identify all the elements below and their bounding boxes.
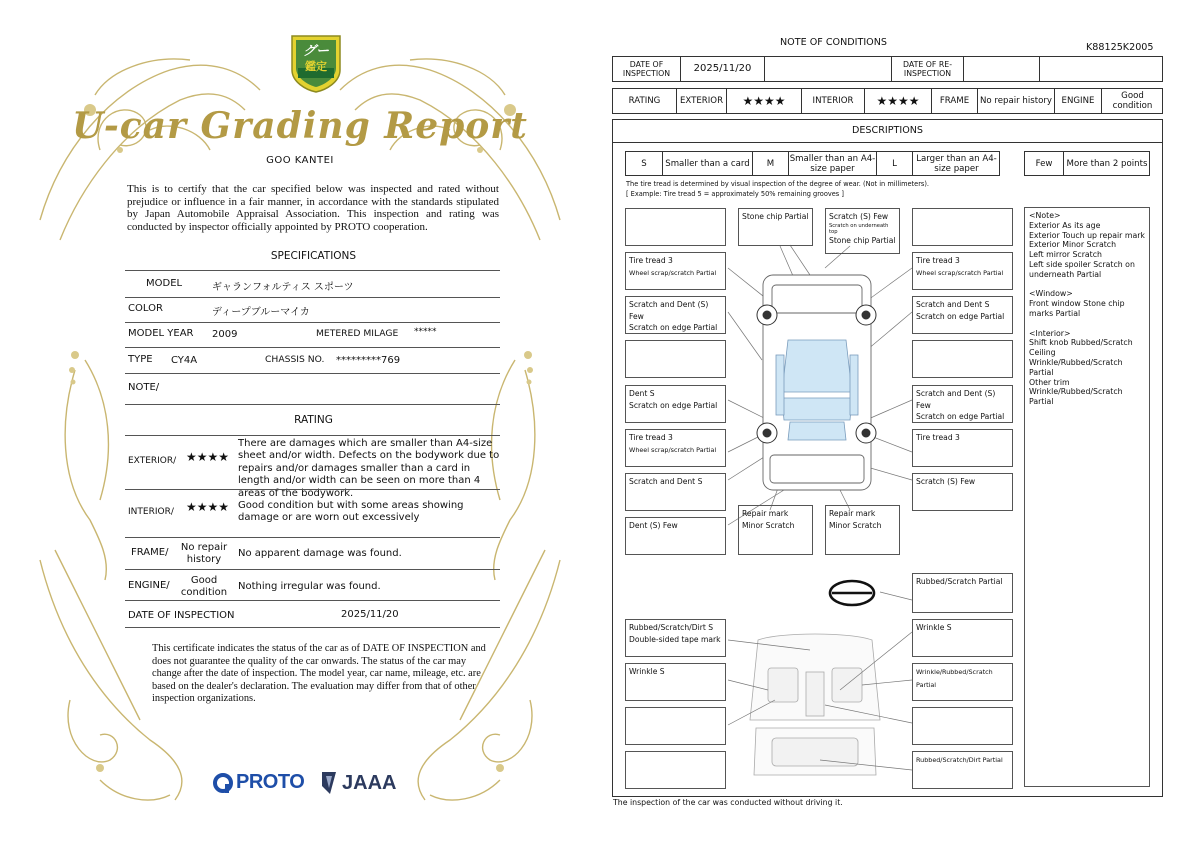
badge-bottom-text: 鑑定: [305, 60, 327, 73]
box-subtext: Scratch on underneath top: [829, 222, 889, 235]
frame-label: FRAME: [931, 89, 977, 113]
tire-note-1: The tire tread is determined by visual inspection of the degree of wear. (Not in millimeters).: [626, 180, 930, 188]
divider: [125, 270, 500, 271]
jaaa-logo-text: JAAA: [342, 772, 397, 794]
box-text: Wrinkle S: [916, 623, 952, 632]
divider: [125, 297, 500, 298]
divider: [125, 569, 500, 570]
certification-text: This is to certify that the car specified below was inspected and rated without prejudice or influence in a fair manner, in accordance with the standards stipulated by Japan Automobile Appraisal Association. This inspection and rating was conducted by inspector officially appointed by PROTO cooperation.: [127, 183, 499, 233]
box-text: Scratch and Dent (S) Few: [916, 389, 996, 410]
box-text: Stone chip Partial: [742, 212, 809, 221]
model-year-label: MODEL YEAR: [128, 328, 194, 339]
interior-description: Good condition but with some areas showing damage or are worn out excessively: [238, 500, 464, 524]
legend-m: M: [752, 152, 788, 175]
report-subtitle: GOO KANTEI: [266, 155, 334, 166]
metered-milage-value: *****: [414, 327, 437, 337]
damage-box-tire-fl: [625, 252, 726, 290]
note-block: <Note> Exterior As its age Exterior Touch up repair mark Exterior Minor Scratch Left mirror Scratch Left side spoiler Scratch on underneath Partial <Window> Front window Stone chip marks Partial <Interior> Shift knob Rubbed/Scratch Ceiling Wrinkle/Rubbed/Scratch Partial Other trim Wrinkle/Rubbed/Scratch Partial: [1024, 207, 1150, 787]
engine-label: ENGINE/: [128, 580, 170, 591]
jaaa-logo-icon: [318, 770, 340, 796]
damage-box-left-rear: [625, 473, 726, 511]
box-text: Wheel scrap/scratch Partial: [629, 445, 717, 454]
box-text: Minor Scratch: [829, 520, 882, 530]
damage-box-hood: [738, 208, 813, 246]
box-text: Double-sided tape mark: [629, 634, 721, 644]
box-text: Repair mark: [742, 509, 789, 518]
divider: [125, 347, 500, 348]
damage-box-tire-rl: [625, 429, 726, 467]
divider: [125, 489, 500, 490]
empty-cell: [764, 57, 891, 81]
legend-s-desc: Smaller than a card: [662, 152, 752, 175]
frame-description: No apparent damage was found.: [238, 548, 402, 559]
interior-label: INTERIOR/: [128, 507, 174, 517]
damage-box-interior-r4: [912, 751, 1013, 789]
box-text: Dent S: [629, 389, 655, 398]
legend-m-desc: Smaller than an A4-size paper: [789, 153, 876, 174]
model-label: MODEL: [146, 278, 183, 289]
legend-few-desc: More than 2 points: [1063, 152, 1150, 175]
legend-s: S: [641, 158, 647, 169]
interior-stars: ★★★★: [186, 500, 230, 514]
note-label: NOTE/: [128, 382, 160, 393]
rating-heading: RATING: [294, 414, 333, 426]
damage-box-interior-r1: [912, 619, 1013, 657]
report-code: K88125K2005: [1086, 42, 1154, 53]
box-text: Scratch and Dent S: [916, 300, 990, 309]
box-text: Wrinkle S: [629, 667, 665, 676]
damage-box-rear-left-corner: [625, 517, 726, 555]
steering-wheel-icon: [830, 581, 874, 605]
damage-box-interior-l4: [625, 751, 726, 789]
damage-box-interior-l2: [625, 663, 726, 701]
model-year-value: 2009: [212, 329, 238, 340]
chassis-value: *********769: [336, 355, 401, 366]
box-text: Wheel scrap/scratch Partial: [629, 268, 717, 277]
box-text: Repair mark: [829, 509, 876, 518]
engine-value: Good condition: [1101, 89, 1163, 113]
damage-box-left-rear-door: [625, 385, 726, 423]
damage-box-interior-r2: [912, 663, 1013, 701]
descriptions-heading: DESCRIPTIONS: [612, 119, 1163, 143]
box-text: Wrinkle/Rubbed/Scratch Partial: [916, 668, 993, 689]
box-text: Scratch (S) Few: [829, 212, 889, 221]
damage-box-tire-fr: [912, 252, 1013, 290]
divider: [125, 600, 500, 601]
color-label: COLOR: [128, 303, 163, 314]
damage-box-rear-bumper: [825, 505, 900, 555]
damage-box-left-front-door: [625, 296, 726, 334]
box-text: Scratch on edge Partial: [916, 412, 1005, 421]
damage-box-left-mid: [625, 340, 726, 378]
tire-note-2: [ Example: Tire tread 5 = approximately 50% remaining grooves ]: [626, 190, 844, 198]
proto-logo-icon: [212, 772, 234, 794]
box-text: Minor Scratch: [742, 520, 795, 530]
chassis-label: CHASSIS NO.: [265, 354, 325, 365]
legend-l: L: [876, 152, 912, 175]
box-text: Scratch on edge Partial: [629, 400, 718, 410]
exterior-label: EXTERIOR/: [128, 456, 177, 466]
legend-few: Few: [1035, 158, 1053, 169]
damage-box-front-left: [625, 208, 726, 246]
legend-l-desc: Larger than an A4-size paper: [912, 152, 1000, 175]
inspection-footer: The inspection of the car was conducted without driving it.: [613, 798, 843, 807]
divider: [125, 373, 500, 374]
empty-cell: [1039, 57, 1163, 81]
date-of-inspection-label: DATE OF INSPECTION: [128, 610, 235, 621]
badge-top-text: グー: [302, 44, 329, 59]
divider: [125, 537, 500, 538]
interior-stars: ★★★★: [864, 89, 931, 113]
box-text: Scratch on edge Partial: [916, 311, 1005, 321]
divider: [125, 322, 500, 323]
damage-box-interior-r3: [912, 707, 1013, 745]
interior-label: INTERIOR: [801, 89, 864, 113]
date-of-inspection-label: DATE OF INSPECTION: [622, 60, 671, 78]
engine-value: Good condition: [180, 575, 228, 599]
type-label: TYPE: [128, 354, 153, 365]
frame-value: No repair history: [180, 542, 228, 566]
divider: [125, 627, 500, 628]
date-of-reinspection-label: DATE OF RE-INSPECTION: [891, 57, 963, 81]
divider: [125, 404, 500, 405]
damage-box-front-right: [912, 208, 1013, 246]
date-of-inspection-value: 2025/11/20: [680, 57, 764, 81]
damage-box-interior-l1: [625, 619, 726, 657]
rating-row: [612, 88, 1163, 114]
damage-box-tire-rr: [912, 429, 1013, 467]
type-value: CY4A: [171, 355, 198, 366]
note-of-conditions: [600, 0, 1200, 848]
date-row: [612, 56, 1163, 82]
divider: [125, 435, 500, 436]
metered-milage-label: METERED MILAGE: [316, 328, 399, 339]
box-text: Scratch and Dent (S) Few: [629, 300, 709, 321]
damage-box-steering-wheel: [912, 573, 1013, 613]
box-text: Dent (S) Few: [629, 521, 678, 530]
proto-logo-text: PROTO: [236, 771, 305, 793]
disclaimer-text: This certificate indicates the status of the car as of DATE OF INSPECTION and does not guarantee the quality of the car onwards. The status of the car may change after the date of inspection. The model year, car name, mileage, etc. are based on the dealer's declaration. The evaluation may differ from that of other inspection organizations.: [152, 643, 486, 704]
exterior-stars: ★★★★: [186, 450, 230, 464]
damage-box-right-rear: [912, 473, 1013, 511]
damage-box-right-mid: [912, 340, 1013, 378]
model-value: ギャランフォルティス スポーツ: [212, 282, 354, 293]
box-text: Stone chip Partial: [829, 235, 896, 245]
frame-value: No repair history: [977, 89, 1054, 113]
box-text: Scratch (S) Few: [916, 477, 976, 486]
box-text: Rubbed/Scratch Partial: [916, 577, 1003, 586]
exterior-label: EXTERIOR: [676, 89, 726, 113]
box-text: Tire tread 3: [629, 433, 673, 442]
damage-box-right-front-door: [912, 296, 1013, 334]
specifications-heading: SPECIFICATIONS: [270, 250, 357, 262]
box-text: Rubbed/Scratch/Dirt S: [629, 623, 714, 632]
box-text: Scratch on edge Partial: [629, 323, 718, 332]
size-legend: [625, 151, 1000, 176]
color-value: ディープブルーマイカ: [212, 307, 310, 318]
exterior-stars: ★★★★: [726, 89, 801, 113]
damage-box-interior-l3: [625, 707, 726, 745]
damage-box-roof: [825, 208, 900, 254]
box-text: Rubbed/Scratch/Dirt Partial: [916, 756, 1003, 764]
box-text: Tire tread 3: [629, 256, 673, 265]
box-text: Tire tread 3: [916, 433, 960, 442]
exterior-description: There are damages which are smaller than A4-size sheet and/or width. Defects on the bodywork due to repairs and/or damages smaller than a card in length and/or width can be seen on more than 4 areas of the bodywork.: [238, 438, 500, 499]
date-of-inspection-value: 2025/11/20: [341, 609, 399, 620]
date-of-reinspection-value: [963, 57, 1039, 81]
box-text: Tire tread 3: [916, 256, 960, 265]
engine-label: ENGINE: [1054, 89, 1101, 113]
report-title: U-car Grading Report: [72, 105, 528, 147]
frame-label: FRAME/: [131, 547, 169, 558]
box-text: Scratch and Dent S: [629, 477, 703, 486]
conditions-heading: NOTE OF CONDITIONS: [780, 37, 887, 48]
box-text: Wheel scrap/scratch Partial: [916, 268, 1004, 277]
engine-description: Nothing irregular was found.: [238, 581, 381, 592]
damage-box-right-rear-door: [912, 385, 1013, 423]
rating-label: RATING: [628, 96, 661, 106]
damage-box-trunk: [738, 505, 813, 555]
few-legend: [1024, 151, 1150, 176]
